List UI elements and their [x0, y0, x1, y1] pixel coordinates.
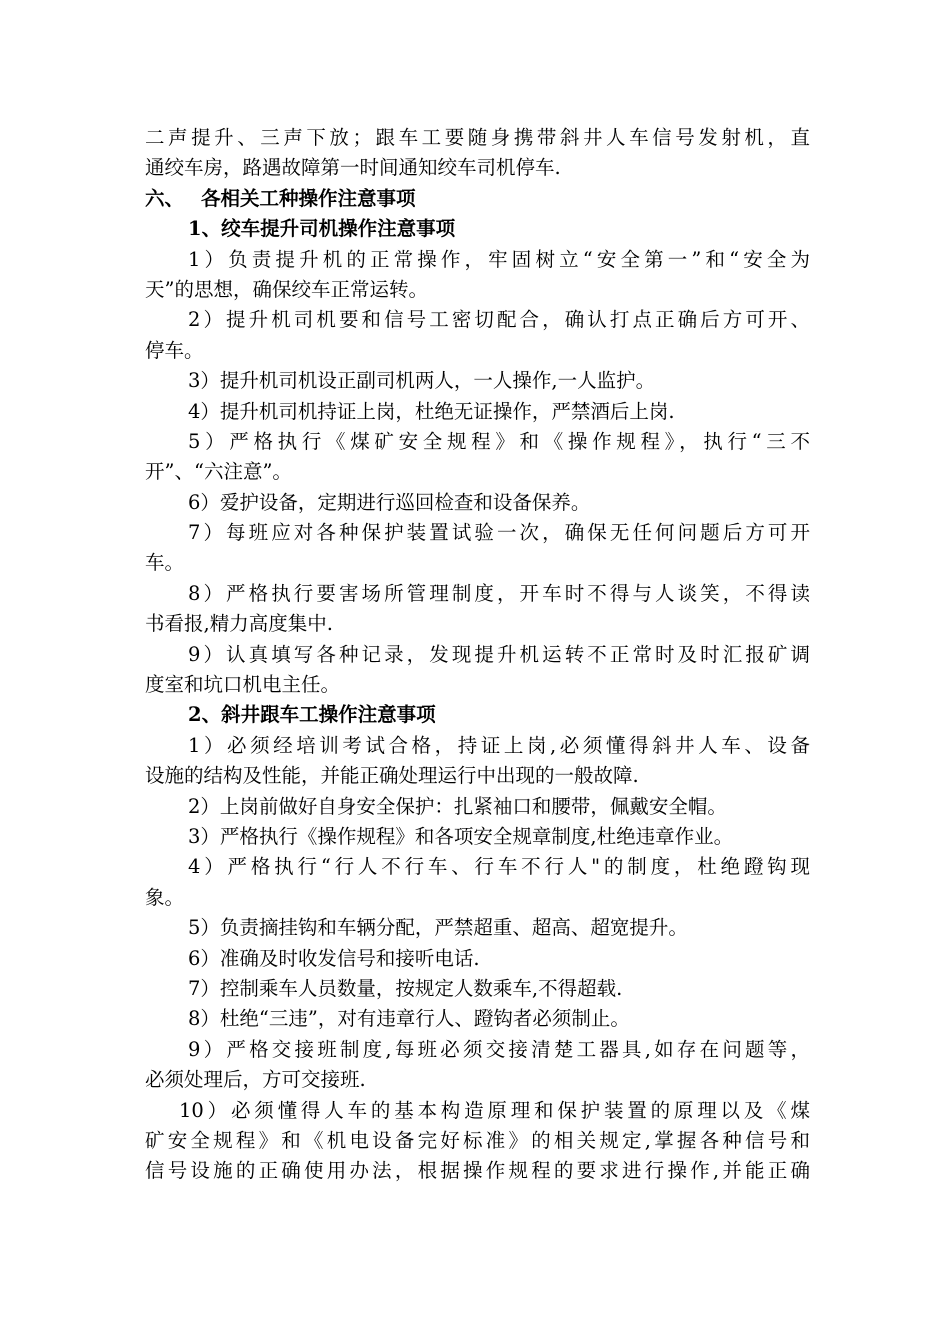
- paragraph-line: 7）控制乘车人员数量，按规定人数乘车,不得超载.: [188, 976, 623, 1000]
- paragraph-line: 8）严格执行要害场所管理制度，开车时不得与人谈笑，不得读: [188, 581, 810, 605]
- paragraph-line: 10）必须懂得人车的基本构造原理和保护装置的原理以及《煤: [179, 1098, 810, 1122]
- subsection-2-title: 2、斜井跟车工操作注意事项: [188, 703, 436, 727]
- paragraph-line: 必须处理后，方可交接班.: [145, 1068, 366, 1092]
- section-title: 各相关工种操作注意事项: [201, 186, 416, 210]
- paragraph-line: 4）提升机司机持证上岗，杜绝无证操作，严禁酒后上岗.: [188, 399, 675, 423]
- paragraph-line: 1）必须经培训考试合格，持证上岗,必须懂得斜井人车、设备: [188, 733, 810, 757]
- subsection-1-title: 1、绞车提升司机操作注意事项: [188, 217, 456, 241]
- paragraph-line: 度室和坑口机电主任。: [145, 673, 341, 697]
- paragraph-line: 3）提升机司机设正副司机两人，一人操作,一人监护。: [188, 369, 656, 393]
- paragraph-line: 3）严格执行《操作规程》和各项安全规章制度,杜绝违章作业。: [188, 824, 734, 848]
- paragraph-line: 天”的思想，确保绞车正常运转。: [145, 277, 428, 301]
- paragraph-line: 书看报,精力高度集中.: [145, 612, 333, 636]
- paragraph-line: 设施的结构及性能，并能正确处理运行中出现的一般故障.: [145, 764, 639, 788]
- document-page: [145, 123, 810, 1187]
- paragraph-line: 信号设施的正确使用办法，根据操作规程的要求进行操作,并能正确: [145, 1159, 810, 1183]
- paragraph-line: 7）每班应对各种保护装置试验一次，确保无任何问题后方可开: [188, 521, 810, 545]
- paragraph-line: 9）认真填写各种记录，发现提升机运转不正常时及时汇报矿调: [188, 642, 810, 666]
- paragraph-line: 6）爱护设备，定期进行巡回检查和设备保养。: [188, 490, 591, 514]
- paragraph-line: 1）负责提升机的正常操作，牢固树立“安全第一”和“安全为: [188, 247, 810, 271]
- section-heading: [145, 184, 810, 214]
- paragraph-line: 5）负责摘挂钩和车辆分配，严禁超重、超高、超宽提升。: [188, 916, 688, 940]
- paragraph-line: 停车。: [145, 338, 204, 362]
- paragraph-line: 矿安全规程》和《机电设备完好标准》的相关规定,掌握各种信号和: [145, 1128, 810, 1152]
- paragraph-line: 开”、“六注意”。: [145, 460, 292, 484]
- paragraph-line: 9）严格交接班制度,每班必须交接清楚工器具,如存在问题等，: [188, 1037, 810, 1061]
- paragraph-line: 2）上岗前做好自身安全保护：扎紧袖口和腰带，佩戴安全帽。: [188, 794, 727, 818]
- paragraph-line: 8）杜绝“三违”，对有违章行人、蹬钩者必须制止。: [188, 1007, 630, 1031]
- intro-line-1: 二声提升、三声下放；跟车工要随身携带斜井人车信号发射机，直: [145, 126, 810, 149]
- paragraph-line: 6）准确及时收发信号和接听电话.: [188, 946, 480, 970]
- intro-line-2: 通绞车房，路遇故障第一时间通知绞车司机停车.: [145, 156, 561, 180]
- paragraph-line: 4）严格执行“行人不行车、行车不行人"的制度，杜绝蹬钩现: [188, 855, 810, 879]
- paragraph-line: 5）严格执行《煤矿安全规程》和《操作规程》，执行“三不: [188, 429, 810, 453]
- section-number: 六、: [145, 186, 185, 210]
- paragraph-line: 车。: [145, 551, 185, 575]
- paragraph-line: 2）提升机司机要和信号工密切配合，确认打点正确后方可开、: [188, 308, 810, 332]
- paragraph-line: 象。: [145, 885, 185, 909]
